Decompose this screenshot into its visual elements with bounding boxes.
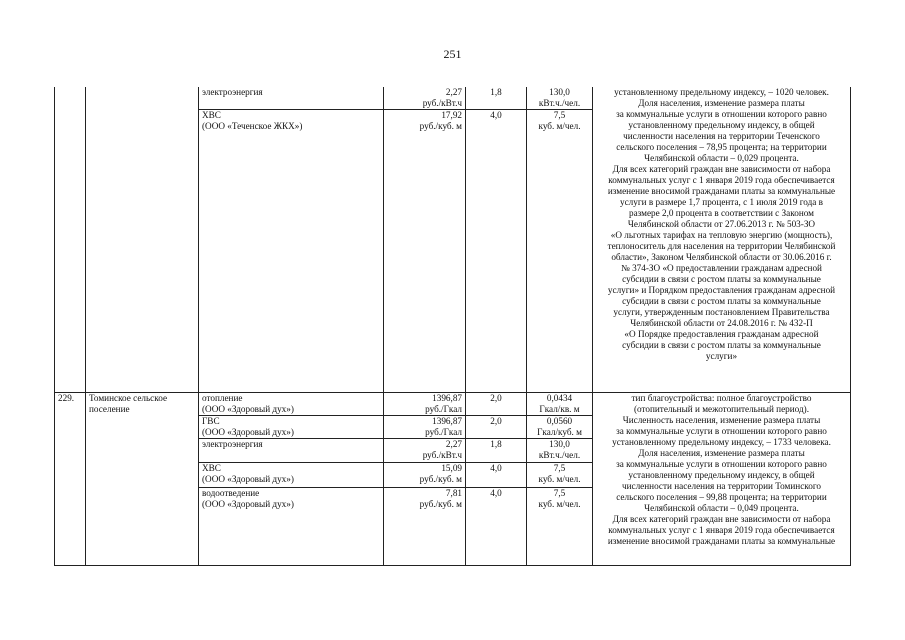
table-row (55, 393, 851, 416)
description-line: численности населения на территории Теченского (623, 131, 820, 141)
description-line: изменение вносимой гражданами платы за коммунальные (607, 536, 836, 546)
norm-value: 0,0560 (546, 416, 573, 426)
tariff-unit: руб./Гкал (425, 427, 462, 437)
percent-cell: 1,8 (466, 439, 527, 463)
tariff-value: 2,27 (445, 87, 462, 97)
description-line: сельского поселения – 78,95 процента; на территории (616, 142, 827, 152)
description-line: размере 2,0 процента в соответствии с Законом (629, 208, 814, 218)
percent-cell: 4,0 (466, 463, 527, 488)
percent-cell: 2,0 (466, 416, 527, 439)
service-cell (199, 439, 384, 463)
tariff-value: 7,81 (445, 488, 462, 498)
description-line: Для всех категорий граждан вне зависимости от набора (612, 164, 831, 174)
norm-unit: куб. м/чел. (538, 474, 581, 484)
percent-cell: 2,0 (466, 393, 527, 416)
tariff-cell (384, 393, 466, 416)
tariff-cell (384, 488, 466, 566)
description-line: Для всех категорий граждан вне зависимости от набора (612, 514, 831, 524)
description-line: коммунальных услуг с 1 января 2019 года обеспечивается (608, 525, 835, 535)
description-line: услуги» и Порядком предоставления гражданам адресной (607, 285, 836, 295)
description-line: коммунальных услуг с 1 января 2019 года обеспечивается (608, 175, 835, 185)
description-cell (593, 393, 851, 566)
description-line: субсидии в связи с ростом платы за коммунальные (622, 340, 821, 350)
service-cell (199, 110, 384, 393)
settlement-cell (86, 87, 199, 393)
row-number-cell (55, 87, 86, 393)
description-line: Численность населения, изменение размера платы (622, 415, 821, 425)
service-name: ГВС (202, 416, 220, 426)
percent-cell: 4,0 (466, 110, 527, 393)
tariff-value: 17,92 (441, 110, 462, 120)
service-name: ХВС (202, 110, 221, 120)
settlement-name-cont: поселение (89, 404, 130, 414)
tariff-cell (384, 416, 466, 439)
service-cell (199, 393, 384, 416)
description-line: тип благоустройства: полное благоустройство (631, 393, 812, 403)
norm-unit: куб. м/чел. (538, 499, 581, 509)
description-line: изменение вносимой гражданами платы за коммунальные (607, 186, 836, 196)
description-line: Челябинской области – 0,029 процента. (644, 153, 799, 163)
description-line: Доля населения, изменение размера платы (638, 98, 805, 108)
description-line: услуги, утвержденным постановлением Правительства (613, 307, 830, 317)
service-cell (199, 488, 384, 566)
tariff-unit: руб./кВт.ч (422, 450, 462, 460)
tariff-cell (384, 87, 466, 110)
page-number: 251 (443, 47, 462, 61)
norm-cell (527, 439, 593, 463)
norm-cell (527, 416, 593, 439)
service-name: водоотведение (202, 488, 260, 498)
description-line: Челябинской области – 0,049 процента. (644, 503, 799, 513)
service-provider: (ООО «Здоровый дух») (202, 404, 294, 414)
description-line: № 374-ЗО «О предоставлении гражданам адресной (621, 263, 822, 273)
norm-cell (527, 463, 593, 488)
norm-value: 7,5 (553, 463, 566, 473)
description-line: субсидии в связи с ростом платы за коммунальные (622, 296, 821, 306)
norm-value: 130,0 (549, 87, 570, 97)
tariff-cell (384, 439, 466, 463)
norm-value: 130,0 (549, 439, 570, 449)
row-number-cell: 229. (55, 393, 86, 566)
service-provider: (ООО «Теченское ЖКХ») (202, 121, 303, 131)
description-line: услуги» (705, 351, 738, 361)
description-line: «О Порядке предоставления гражданам адресной (624, 329, 819, 339)
tariff-unit: руб./куб. м (419, 499, 462, 509)
service-name: отопление (202, 393, 243, 403)
description-line: Челябинской области от 27.06.2013 г. № 503-ЗО (627, 219, 816, 229)
service-name: электроэнергия (202, 87, 263, 97)
norm-unit: Гкал/кв. м (539, 404, 580, 414)
tariff-value: 1396,87 (432, 416, 462, 426)
description-line: за коммунальные услуги в отношении которого равно (616, 426, 827, 436)
norm-cell (527, 393, 593, 416)
description-line: за коммунальные услуги в отношении которого равно (616, 109, 827, 119)
table-row (55, 87, 851, 110)
settlement-name: Томинское сельское (89, 393, 168, 403)
description-line: теплоноситель для населения на территории Челябинской (607, 241, 836, 251)
description-line: услуги в размере 1,7 процента, с 1 июля 2019 года в (620, 197, 823, 207)
service-name: электроэнергия (202, 439, 263, 449)
tariff-value: 2,27 (445, 439, 462, 449)
percent-cell: 4,0 (466, 488, 527, 566)
norm-cell (527, 488, 593, 566)
description-line: установленному предельному индексу, – 1733 человека. (612, 437, 831, 447)
tariff-table (54, 87, 851, 566)
tariff-unit: руб./куб. м (419, 121, 462, 131)
norm-unit: кВт.ч./чел. (538, 98, 581, 108)
description-line: установленному предельному индексу, – 1020 человек. (614, 87, 829, 97)
service-cell (199, 463, 384, 488)
tariff-value: 1396,87 (432, 393, 462, 403)
percent-cell: 1,8 (466, 87, 527, 110)
norm-value: 0,0434 (546, 393, 573, 403)
norm-unit: Гкал/куб. м (537, 427, 582, 437)
norm-value: 7,5 (553, 488, 566, 498)
norm-cell (527, 87, 593, 110)
service-provider: (ООО «Здоровый дух») (202, 499, 294, 509)
service-cell (199, 416, 384, 439)
description-line: установленному предельному индексу, в общей (628, 120, 815, 130)
norm-cell (527, 110, 593, 393)
tariff-cell (384, 463, 466, 488)
norm-unit: куб. м/чел. (538, 121, 581, 131)
description-line: субсидии в связи с ростом платы за коммунальные (622, 274, 821, 284)
tariff-unit: руб./Гкал (425, 404, 462, 414)
norm-unit: кВт.ч./чел. (538, 450, 581, 460)
settlement-cell (86, 393, 199, 566)
description-line: за коммунальные услуги в отношении которого равно (616, 459, 827, 469)
tariff-unit: руб./кВт.ч (422, 98, 462, 108)
description-line: «О льготных тарифах на тепловую энергию (мощность), (610, 230, 833, 240)
description-line: Челябинской области от 24.08.2016 г. № 432-П (630, 318, 813, 328)
description-line: установленному предельному индексу, в общей (628, 470, 815, 480)
service-provider: (ООО «Здоровый дух») (202, 474, 294, 484)
description-line: численности населения на территории Томинского (621, 481, 821, 491)
norm-value: 7,5 (553, 110, 566, 120)
service-provider: (ООО «Здоровый дух») (202, 427, 294, 437)
tariff-value: 15,09 (441, 463, 462, 473)
description-line: области», Законом Челябинской области от 30.06.2016 г. (611, 252, 832, 262)
description-line: (отопительный и межотопительный период). (633, 404, 810, 414)
description-cell (593, 87, 851, 393)
tariff-cell (384, 110, 466, 393)
tariff-unit: руб./куб. м (419, 474, 462, 484)
description-line: сельского поселения – 99,88 процента; на территории (616, 492, 827, 502)
service-name: ХВС (202, 463, 221, 473)
description-line: Доля населения, изменение размера платы (638, 448, 805, 458)
service-cell (199, 87, 384, 110)
